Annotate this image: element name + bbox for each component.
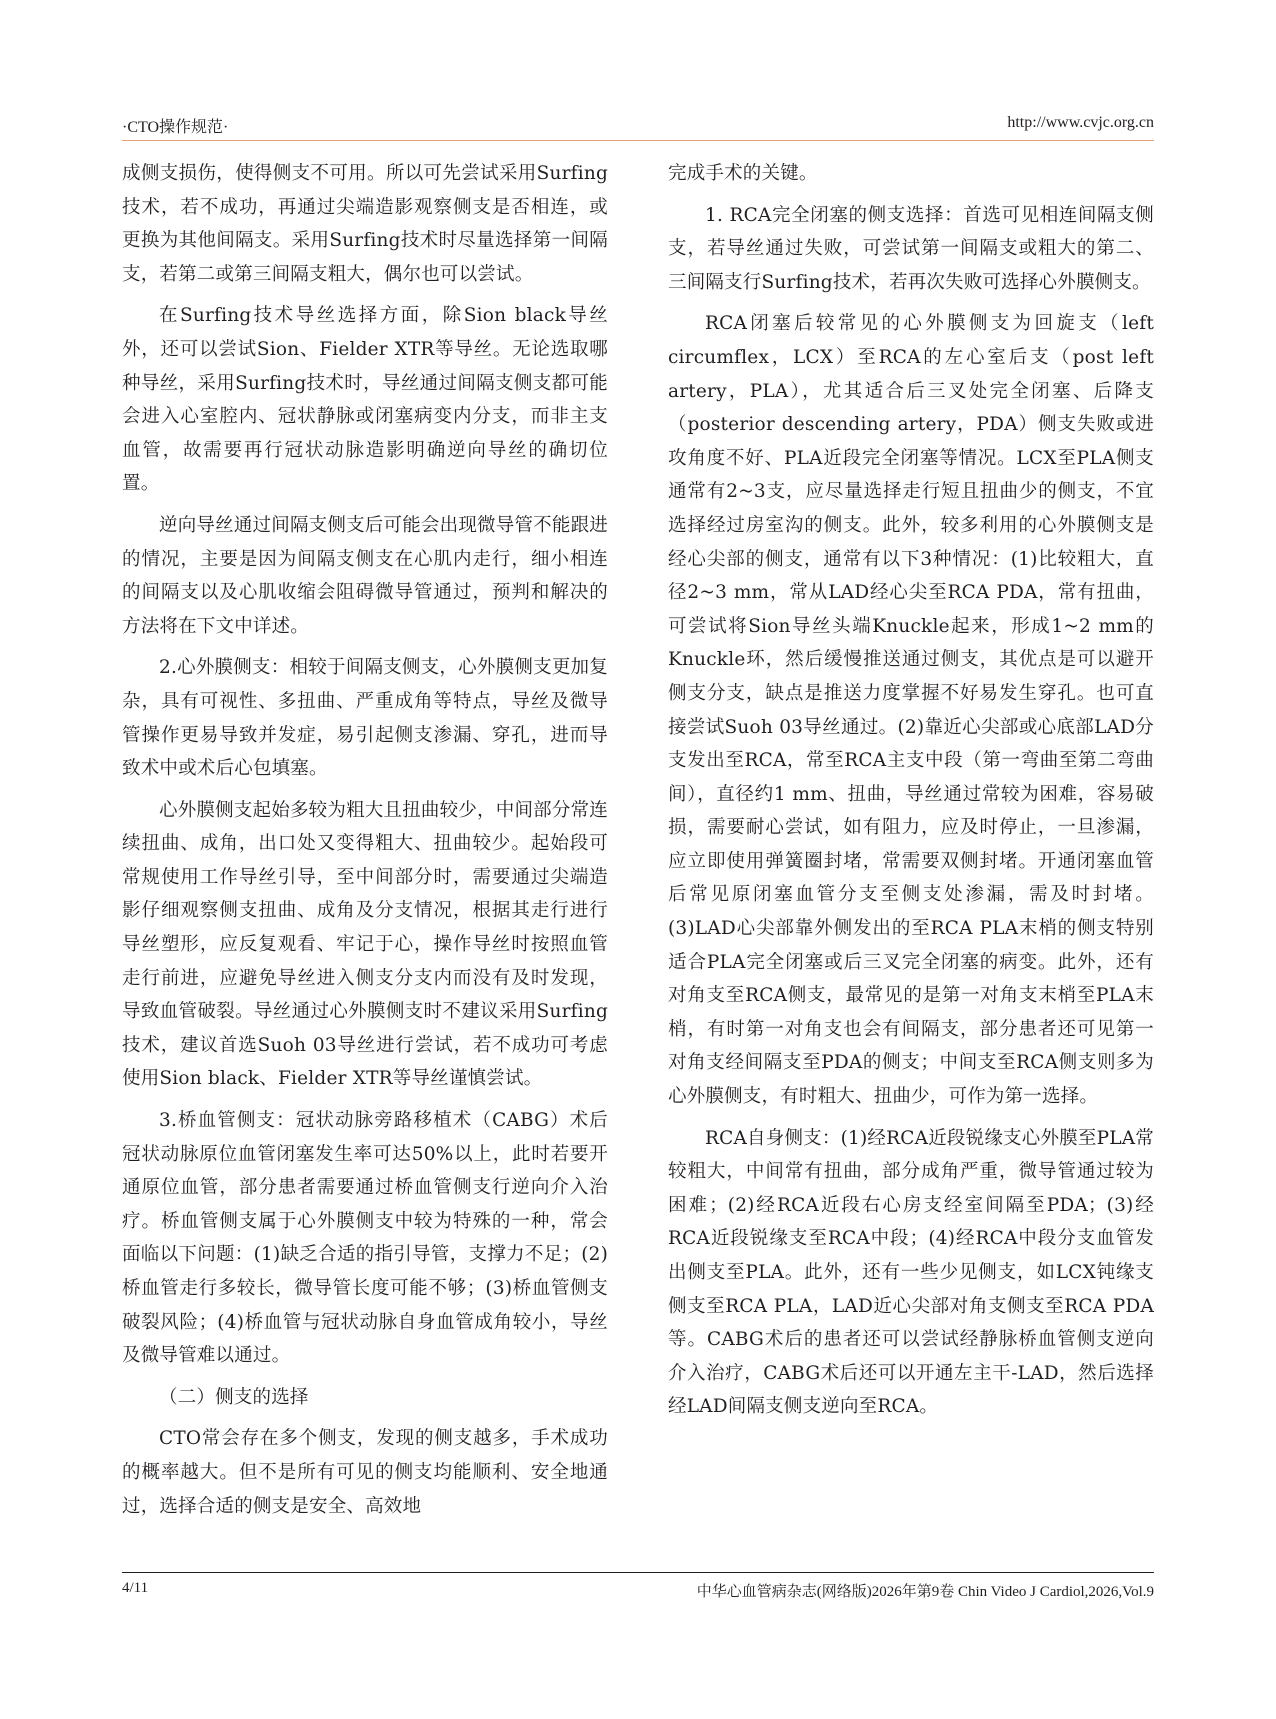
- header-rule: [122, 140, 1154, 141]
- paragraph: 3.桥血管侧支：冠状动脉旁路移植术（CABG）术后冠状动脉原位血管闭塞发生率可达50%以上，此时若要开通原位血管，部分患者需要通过桥血管侧支行逆向介入治疗。桥血管侧支属于心外膜侧支中较为特殊的一种，常会面临以下问题：(1)缺乏合适的指引导管，支撑力不足；(2)桥血管走行多较长，微导管长度可能不够；(3)桥血管侧支破裂风险；(4)桥血管与冠状动脉自身血管成角较小，导丝及微导管难以通过。: [122, 1110, 608, 1367]
- section-label: ·CTO操作规范·: [122, 119, 229, 136]
- left-column: [122, 157, 608, 1531]
- journal-url[interactable]: http://www.cvjc.org.cn: [1007, 114, 1154, 131]
- paragraph: 逆向导丝通过间隔支侧支后可能会出现微导管不能跟进的情况，主要是因为间隔支侧支在心肌内走行，细小相连的间隔支以及心肌收缩会阻碍微导管通过，预判和解决的方法将在下文中详述。: [122, 514, 608, 637]
- running-header: [122, 108, 1154, 138]
- paragraph: 2.心外膜侧支：相较于间隔支侧支，心外膜侧支更加复杂，具有可视性、多扭曲、严重成角等特点，导丝及微导管操作更易导致并发症，易引起侧支渗漏、穿孔，进而导致术中或术后心包填塞。: [122, 657, 608, 780]
- paragraph: CTO常会存在多个侧支，发现的侧支越多，手术成功的概率越大。但不是所有可见的侧支均能顺利、安全地通过，选择合适的侧支是安全、高效地: [122, 1428, 608, 1517]
- paragraph: RCA闭塞后较常见的心外膜侧支为回旋支（left circumflex，LCX）至RCA的左心室后支（post left artery，PLA），尤其适合后三叉处完全闭塞、后降支（posterior descending artery，PDA）侧支失败或进攻角度不好、PLA近段完全闭塞等情况。LCX至PLA侧支通常有2~3支，应尽量选择走行短且扭曲少的侧支，不宜选择经过房室沟的侧支。此外，较多利用的心外膜侧支是经心尖部的侧支，通常有以下3种情况：(1)比较粗大，直径2~3 mm，常从LAD经心尖至RCA PDA，常有扭曲，可尝试将Sion导丝头端Knuckle起来，形成1~2 mm的Knuckle环，然后缓慢推送通过侧支，其优点是可以避开侧支分支，缺点是推送力度掌握不好易发生穿孔。也可直接尝试Suoh 03导丝通过。(2)靠近心尖部或心底部LAD分支发出至RCA，常至RCA主支中段（第一弯曲至第二弯曲间），直径约1 mm、扭曲，导丝通过常较为困难，容易破损，需要耐心尝试，如有阻力，应及时停止，一旦渗漏，应立即使用弹簧圈封堵，常需要双侧封堵。开通闭塞血管后常见原闭塞血管分支至侧支处渗漏，需及时封堵。(3)LAD心尖部靠外侧发出的至RCA PLA末梢的侧支特别适合PLA完全闭塞或后三叉完全闭塞的病变。此外，还有对角支至RCA侧支，最常见的是第一对角支末梢至PLA末梢，有时第一对角支也会有间隔支，部分患者还可见第一对角支经间隔支至PDA的侧支；中间支至RCA侧支则多为心外膜侧支，有时粗大、扭曲少，可作为第一选择。: [668, 313, 1154, 1108]
- paragraph: 1. RCA完全闭塞的侧支选择：首选可见相连间隔支侧支，若导丝通过失败，可尝试第一间隔支或粗大的第二、三间隔支行Surfing技术，若再次失败可选择心外膜侧支。: [668, 204, 1154, 293]
- running-footer: [122, 1580, 1154, 1606]
- paragraph: 完成手术的关键。: [668, 163, 818, 184]
- journal-citation: 中华心血管病杂志(网络版)2026年第9卷 Chin Video J Cardiol,2026,Vol.9: [696, 1584, 1154, 1600]
- section-heading: （二）侧支的选择: [159, 1386, 309, 1408]
- footer-rule: [122, 1572, 1154, 1573]
- right-column: [668, 157, 1154, 1432]
- paragraph: 成侧支损伤，使得侧支不可用。所以可先尝试采用Surfing技术，若不成功，再通过尖端造影观察侧支是否相连，或更换为其他间隔支。采用Surfing技术时尽量选择第一间隔支，若第二或第三间隔支粗大，偶尔也可以尝试。: [122, 163, 608, 285]
- paragraph: 在Surfing技术导丝选择方面，除Sion black导丝外，还可以尝试Sion、Fielder XTR等导丝。无论选取哪种导丝，采用Surfing技术时，导丝通过间隔支侧支都可能会进入心室腔内、冠状静脉或闭塞病变内分支，而非主支血管，故需要再行冠状动脉造影明确逆向导丝的确切位置。: [122, 305, 608, 495]
- paragraph: 心外膜侧支起始多较为粗大且扭曲较少，中间部分常连续扭曲、成角，出口处又变得粗大、扭曲较少。起始段可常规使用工作导丝引导，至中间部分时，需要通过尖端造影仔细观察侧支扭曲、成角及分支情况，根据其走行进行导丝塑形，应反复观看、牢记于心，操作导丝时按照血管走行前进，应避免导丝进入侧支分支内而没有及时发现，导致血管破裂。导丝通过心外膜侧支时不建议采用Surfing技术，建议首选Suoh 03导丝进行尝试，若不成功可考虑使用Sion black、Fielder XTR等导丝谨慎尝试。: [122, 799, 608, 1090]
- paragraph: RCA自身侧支：(1)经RCA近段锐缘支心外膜至PLA常较粗大，中间常有扭曲，部分成角严重，微导管通过较为困难；(2)经RCA近段右心房支经室间隔至PDA；(3)经RCA近段锐缘支至RCA中段；(4)经RCA中段分支血管发出侧支至PLA。此外，还有一些少见侧支，如LCX钝缘支侧支至RCA PLA，LAD近心尖部对角支侧支至RCA PDA等。CABG术后的患者还可以尝试经静脉桥血管侧支逆向介入治疗，CABG术后还可以开通左主干-LAD，然后选择经LAD间隔支侧支逆向至RCA。: [668, 1127, 1154, 1418]
- page-number: 4/11: [122, 1580, 149, 1596]
